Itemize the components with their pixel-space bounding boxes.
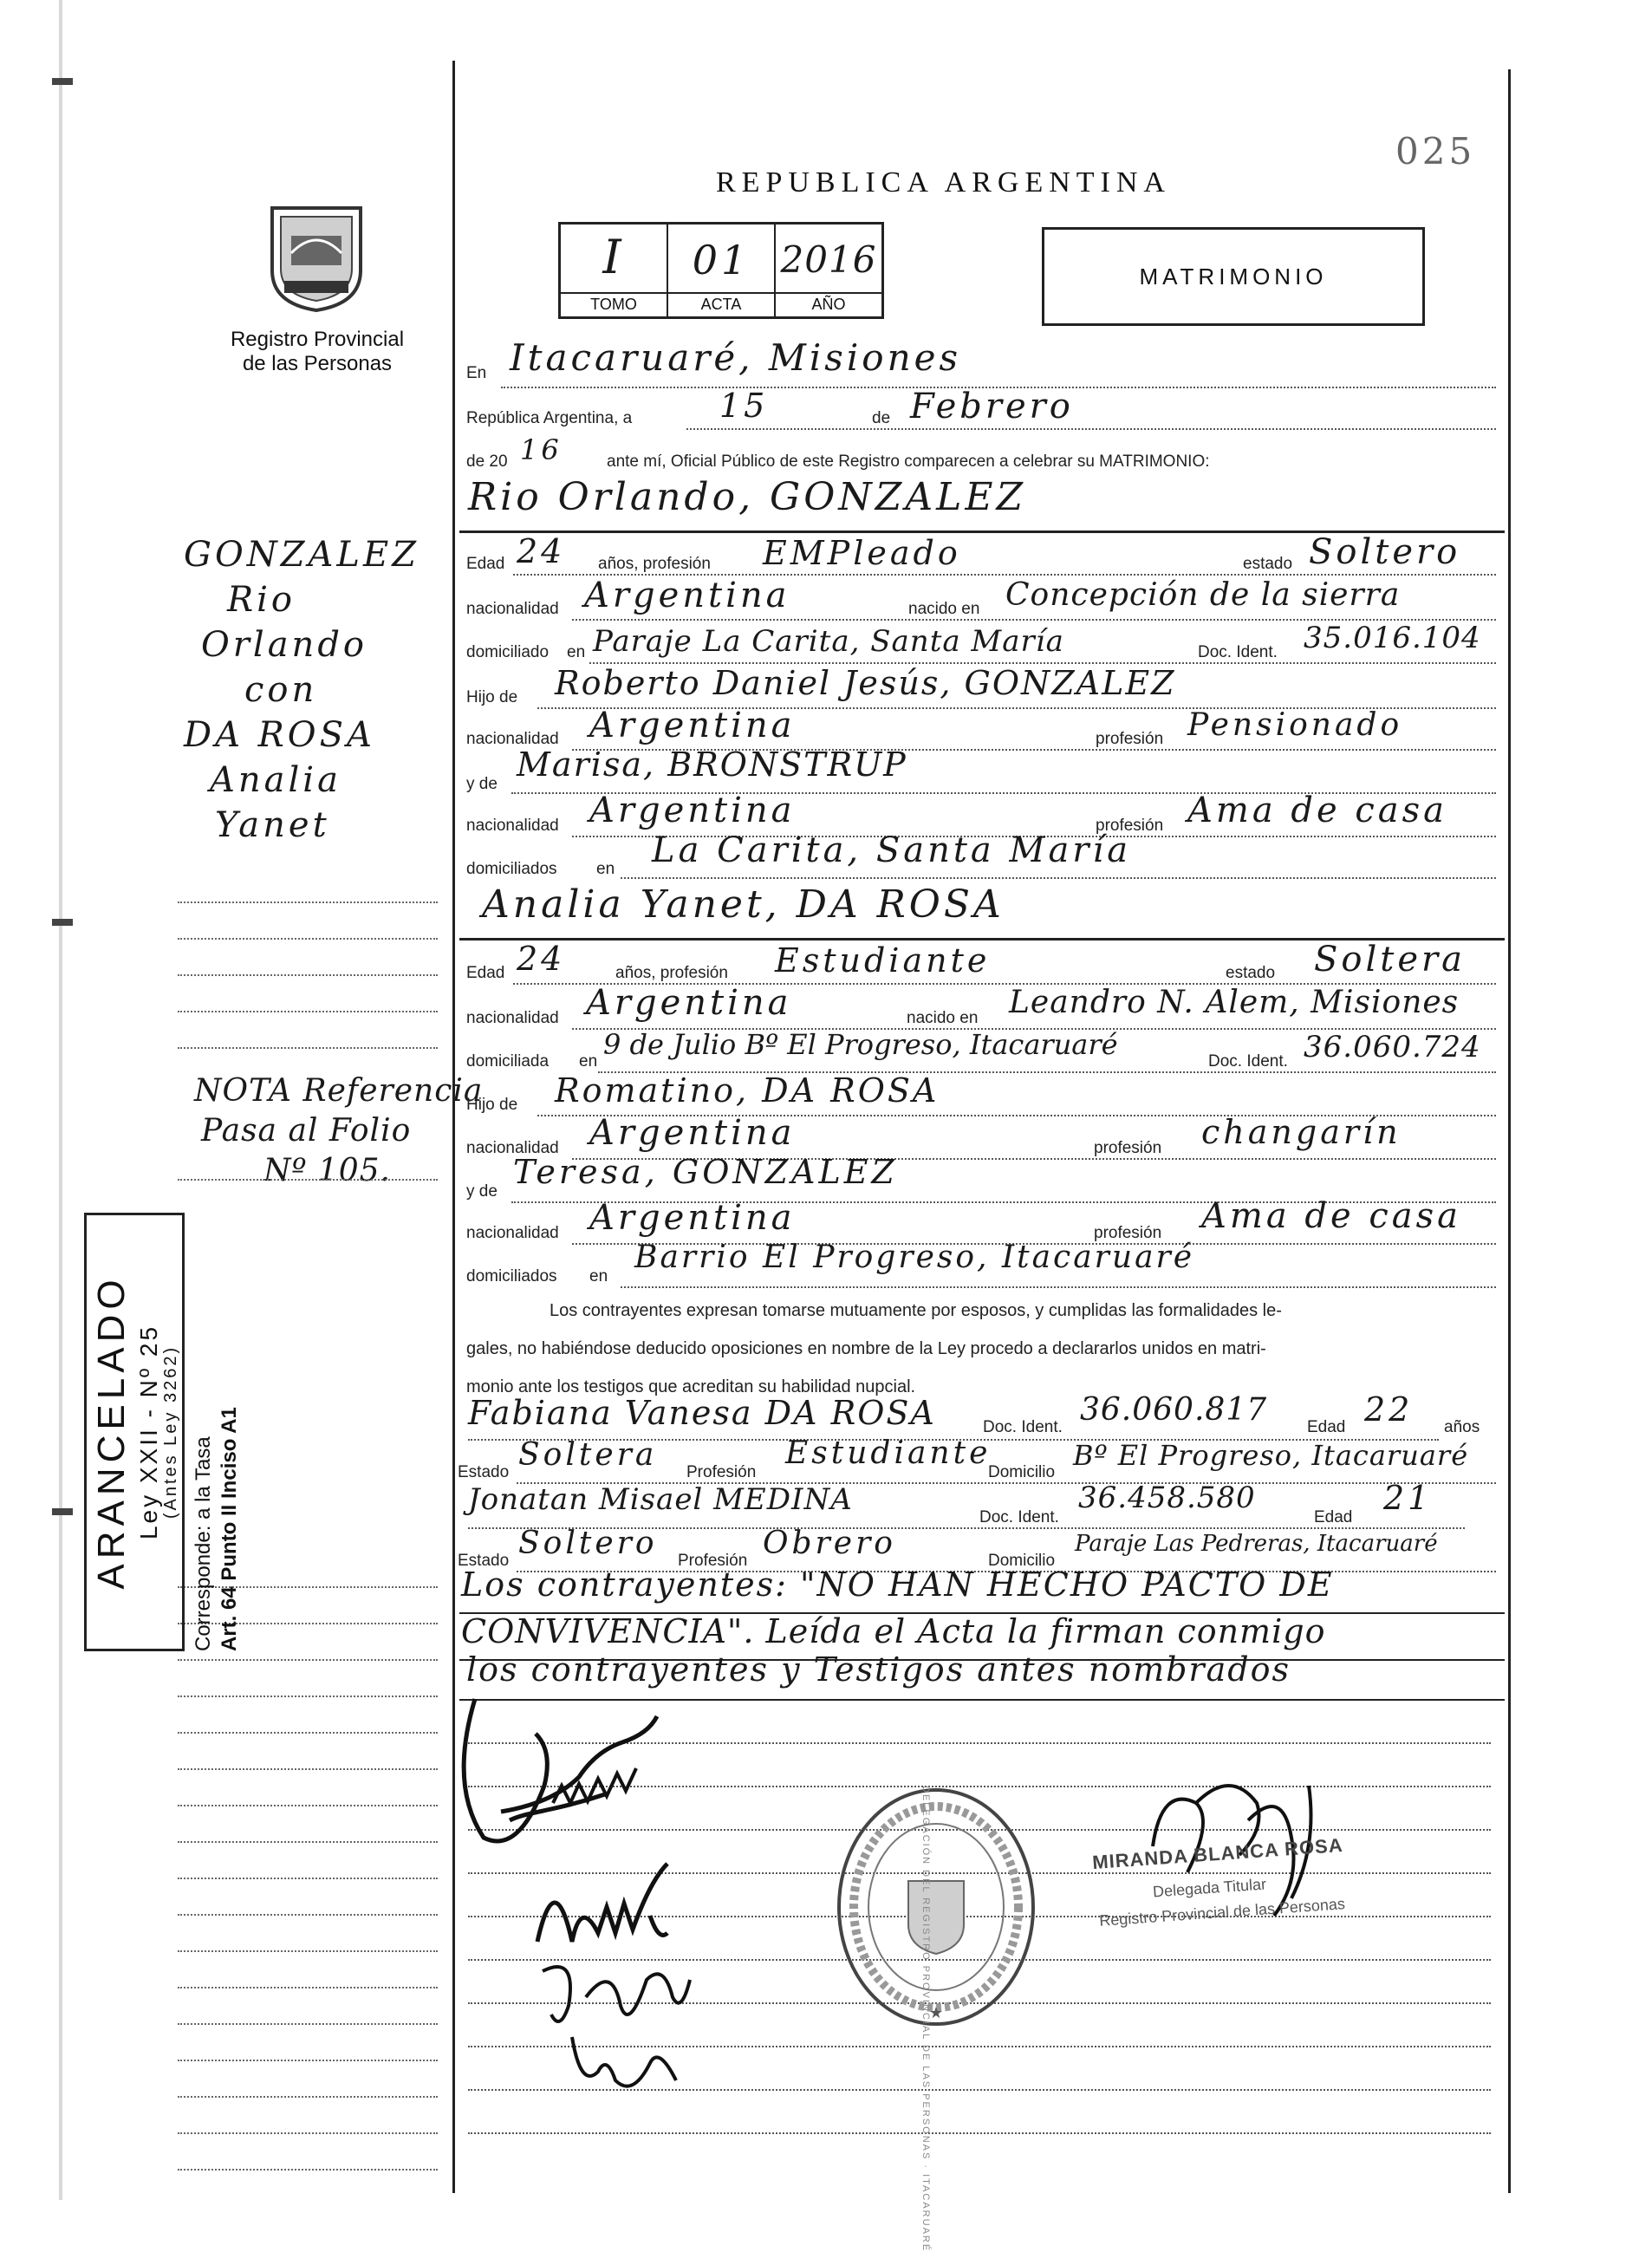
witness-1-name: Fabiana Vanesa DA ROSA bbox=[468, 1394, 936, 1432]
groom-doc: 35.016.104 bbox=[1304, 621, 1481, 655]
margin-reference-note bbox=[194, 1071, 483, 1191]
binding-clip bbox=[52, 919, 73, 926]
bride-age: 24 bbox=[517, 940, 566, 978]
date-dots bbox=[686, 428, 1496, 430]
groom-father-nationality: Argentina bbox=[589, 706, 796, 745]
bride-name: Analia Yanet, DA ROSA bbox=[482, 882, 1005, 927]
signature-rule bbox=[468, 2132, 1491, 2134]
declaration-line-2: gales, no habiéndose deducido oposiciones en nombre de la Ley procedo a declararlos unidos en matri- bbox=[466, 1339, 1266, 1358]
groom-profession: EMPleado bbox=[763, 534, 961, 572]
groom-nationality: Argentina bbox=[584, 576, 790, 615]
witness-2-addr-label: Domicilio bbox=[988, 1552, 1056, 1570]
bride-parents-address: Barrio El Progreso, Itacaruaré bbox=[634, 1240, 1195, 1275]
acta-value: 01 bbox=[692, 237, 751, 283]
margin-rule bbox=[178, 1179, 438, 1181]
groom-father-label: Hijo de bbox=[466, 688, 518, 706]
margin-rule bbox=[178, 2060, 438, 2061]
bride-status: Soltera bbox=[1314, 940, 1466, 980]
groom-parents-addr-label: domiciliados bbox=[466, 860, 557, 878]
bride-parents-addr-en: en bbox=[589, 1267, 608, 1285]
closing-note-1: Los contrayentes: "NO HAN HECHO PACTO DE bbox=[461, 1565, 1334, 1604]
bride-mother-nat-label: nacionalidad bbox=[466, 1224, 559, 1242]
official-registry: Registro Provincial de las Personas bbox=[1098, 1895, 1346, 1930]
groom-addr-label: domiciliado bbox=[466, 643, 550, 661]
witness-2-doc-label: Doc. Ident. bbox=[979, 1508, 1059, 1526]
bride-mother-label: y de bbox=[466, 1182, 498, 1201]
witness-2-address: Paraje Las Pedreras, Itacaruaré bbox=[1075, 1531, 1438, 1557]
bride-addr-en: en bbox=[579, 1052, 598, 1071]
groom-mother-label: y de bbox=[466, 775, 498, 793]
bride-father-profession: changarín bbox=[1201, 1113, 1402, 1151]
margin-name-7: Yanet bbox=[215, 805, 330, 845]
margin-rule bbox=[178, 2096, 438, 2098]
groom-father: Roberto Daniel Jesús, GONZALEZ bbox=[555, 664, 1176, 702]
day-value: 15 bbox=[719, 387, 769, 425]
bride-birthplace: Leandro N. Alem, Misiones bbox=[1009, 985, 1460, 1020]
arancelado-law: Ley XXII - Nº 25 bbox=[135, 1324, 162, 1540]
margin-name-3: Orlando bbox=[201, 625, 368, 665]
groom-address: Paraje La Carita, Santa María bbox=[593, 624, 1064, 659]
arancelado-old-law: (Antes Ley 3262) bbox=[161, 1344, 180, 1520]
bride-doc: 36.060.724 bbox=[1304, 1030, 1481, 1064]
witness-2-doc: 36.458.580 bbox=[1078, 1481, 1256, 1515]
groom-father-nat-label: nacionalidad bbox=[466, 730, 559, 748]
groom-addr-en: en bbox=[567, 643, 586, 661]
bride-mother-nationality: Argentina bbox=[589, 1198, 796, 1238]
margin-rule bbox=[178, 2023, 438, 2025]
registry-line-2: de las Personas bbox=[242, 352, 393, 375]
document-type: MATRIMONIO bbox=[1139, 263, 1328, 290]
margin-name-1: GONZALEZ bbox=[184, 535, 420, 575]
margin-rule bbox=[178, 901, 438, 903]
nota-line-3: Nº 105. bbox=[263, 1153, 392, 1188]
margin-rule bbox=[178, 1732, 438, 1734]
margin-rule bbox=[178, 1878, 438, 1879]
acta-label: ACTA bbox=[668, 292, 774, 314]
intro-text: ante mí, Oficial Público de este Registro comparecen a celebrar su MATRIMONIO: bbox=[607, 452, 1210, 471]
margin-name-2: Rio bbox=[227, 580, 296, 620]
nota-line-1: NOTA Referencia bbox=[194, 1073, 484, 1109]
margin-rule bbox=[178, 2169, 438, 2171]
bride-mother-profession: Ama de casa bbox=[1201, 1196, 1461, 1236]
arancelado-stamp bbox=[84, 1192, 240, 1651]
margin-rule bbox=[178, 1047, 438, 1049]
groom-doc-label: Doc. Ident. bbox=[1198, 643, 1278, 661]
groom-mother: Marisa, BRONSTRUP bbox=[517, 745, 907, 784]
official-role: Delegada Titular bbox=[1152, 1875, 1267, 1901]
groom-prof-label: años, profesión bbox=[598, 555, 711, 573]
bride-parents-addr-label: domiciliados bbox=[466, 1267, 557, 1285]
bride-father-label: Hijo de bbox=[466, 1096, 518, 1114]
groom-born-label: nacido en bbox=[908, 600, 980, 618]
witness-1-doc-label: Doc. Ident. bbox=[983, 1418, 1063, 1436]
svg-text:★: ★ bbox=[928, 2004, 944, 2022]
bride-status-label: estado bbox=[1226, 964, 1276, 982]
margin-names bbox=[184, 532, 420, 848]
margin-rule bbox=[178, 1805, 438, 1806]
margin-rule bbox=[178, 974, 438, 976]
witness-2-age-label: Edad bbox=[1314, 1508, 1353, 1526]
declaration-text bbox=[466, 1292, 1498, 1406]
margin-name-5: DA ROSA bbox=[184, 715, 375, 755]
groom-age: 24 bbox=[517, 532, 566, 570]
bride-addr-label: domiciliada bbox=[466, 1052, 550, 1071]
declaration-line-1: Los contrayentes expresan tomarse mutuamente por esposos, y cumplidas las formalidades le- bbox=[550, 1301, 1282, 1320]
witness-1-addr-label: Domicilio bbox=[988, 1463, 1056, 1481]
witness-1-anios-label: años bbox=[1444, 1418, 1480, 1436]
margin-rule bbox=[178, 1841, 438, 1843]
margin-rule bbox=[178, 2132, 438, 2134]
groom-parents-dots bbox=[621, 877, 1496, 879]
witness-1-age: 22 bbox=[1364, 1390, 1414, 1429]
witness-2-name: Jonatan Misael MEDINA bbox=[468, 1482, 853, 1517]
nota-line-2: Pasa al Folio bbox=[201, 1113, 412, 1149]
closing-note-2: CONVIVENCIA". Leída el Acta la firman conmigo bbox=[461, 1612, 1326, 1650]
bride-father-nat-label: nacionalidad bbox=[466, 1139, 559, 1157]
witness-1-status-label: Estado bbox=[458, 1463, 510, 1481]
signature-groom bbox=[449, 1682, 674, 1864]
declaration-line-3: monio ante los testigos que acreditan su habilidad nupcial. bbox=[466, 1377, 916, 1396]
witness-2-profession: Obrero bbox=[763, 1526, 896, 1561]
margin-rule bbox=[178, 1696, 438, 1697]
groom-father-prof-label: profesión bbox=[1096, 730, 1164, 748]
stamp-articulo: Art. 64 Punto II Inciso A1 bbox=[218, 1407, 241, 1651]
official-seal-ring-text: DELEGACIÓN DEL REGISTRO PROVINCIAL DE LAS PERSONAS · ITACARUARÉ bbox=[920, 1786, 931, 2252]
bride-mother: Teresa, GONZALEZ bbox=[513, 1153, 898, 1191]
margin-name-6: Analia bbox=[210, 760, 341, 800]
year-prefix-label: de 20 bbox=[466, 452, 508, 471]
bride-age-label: Edad bbox=[466, 964, 505, 982]
margin-name-4: con bbox=[244, 670, 318, 710]
rep-label: República Argentina, a bbox=[466, 409, 633, 427]
anio-cell bbox=[776, 225, 881, 316]
witness-2-age: 21 bbox=[1383, 1479, 1433, 1517]
groom-mother-prof-label: profesión bbox=[1096, 817, 1164, 835]
groom-mother-nat-label: nacionalidad bbox=[466, 817, 559, 835]
witness-2-status-label: Estado bbox=[458, 1552, 510, 1570]
en-label: En bbox=[466, 364, 487, 382]
groom-parents-addr-en: en bbox=[596, 860, 615, 878]
bride-nat-label: nacionalidad bbox=[466, 1009, 559, 1027]
groom-father-profession: Pensionado bbox=[1187, 707, 1403, 743]
tomo-label: TOMO bbox=[561, 292, 667, 314]
witness-1-profession: Estudiante bbox=[785, 1435, 992, 1471]
groom-mother-profession: Ama de casa bbox=[1187, 791, 1447, 830]
witness-1-prof-label: Profesión bbox=[686, 1463, 757, 1481]
page-number: 025 bbox=[1395, 130, 1476, 172]
witness-1-age-label: Edad bbox=[1307, 1418, 1346, 1436]
arancelado-box bbox=[84, 1213, 185, 1651]
bride-father-nationality: Argentina bbox=[589, 1113, 796, 1153]
binding-clip bbox=[52, 1508, 73, 1515]
anio-label: AÑO bbox=[776, 292, 881, 314]
groom-age-label: Edad bbox=[466, 555, 505, 573]
witness-1-status: Soltera bbox=[518, 1437, 658, 1473]
margin-rule bbox=[178, 938, 438, 940]
bride-prof-label: años, profesión bbox=[615, 964, 728, 982]
country-title: REPUBLICA ARGENTINA bbox=[716, 166, 1171, 199]
place-value: Itacaruaré, Misiones bbox=[510, 336, 962, 379]
groom-status-label: estado bbox=[1243, 555, 1293, 573]
official-round-seal bbox=[832, 1777, 1040, 2037]
witness-1-address: Bº El Progreso, Itacaruaré bbox=[1073, 1439, 1469, 1472]
month-value: Febrero bbox=[910, 387, 1074, 426]
bride-born-label: nacido en bbox=[907, 1009, 979, 1027]
signature-witness-2 bbox=[555, 2020, 693, 2106]
year-value: 16 bbox=[520, 433, 563, 466]
groom-parents-address: La Carita, Santa María bbox=[652, 830, 1132, 870]
tomo-cell bbox=[561, 225, 668, 316]
bride-profession: Estudiante bbox=[775, 941, 991, 980]
de-label: de bbox=[872, 409, 891, 427]
groom-status: Soltero bbox=[1309, 532, 1461, 572]
margin-rule bbox=[178, 1950, 438, 1952]
margin-rule bbox=[178, 1768, 438, 1770]
margin-rule bbox=[178, 1659, 438, 1661]
official-name: MIRANDA BLANCA ROSA bbox=[1091, 1833, 1344, 1874]
groom-birthplace: Concepción de la sierra bbox=[1005, 577, 1401, 613]
bride-father-prof-label: profesión bbox=[1094, 1139, 1162, 1157]
margin-rule bbox=[178, 1914, 438, 1916]
bride-doc-label: Doc. Ident. bbox=[1208, 1052, 1288, 1071]
witness-2-prof-label: Profesión bbox=[678, 1552, 748, 1570]
misiones-seal bbox=[265, 201, 367, 314]
groom-mother-nationality: Argentina bbox=[589, 791, 796, 830]
anio-value: 2016 bbox=[780, 238, 877, 281]
witness-2-status: Soltero bbox=[518, 1526, 658, 1561]
registry-name bbox=[220, 328, 414, 376]
margin-rule bbox=[178, 1011, 438, 1012]
bride-parents-dots bbox=[621, 1286, 1496, 1288]
record-number-box bbox=[558, 222, 884, 319]
tomo-value: I bbox=[602, 230, 625, 284]
registry-line-1: Registro Provincial bbox=[230, 328, 405, 351]
arancelado-title: ARANCELADO bbox=[90, 1274, 133, 1590]
closing-note-3: los contrayentes y Testigos antes nombrados bbox=[466, 1650, 1291, 1689]
document-type-box bbox=[1042, 227, 1425, 326]
left-page-edge bbox=[59, 0, 62, 2200]
groom-nat-label: nacionalidad bbox=[466, 600, 559, 618]
witness-1-doc: 36.060.817 bbox=[1080, 1392, 1268, 1428]
stamp-corresponde: Corresponde: a la Tasa bbox=[192, 1436, 215, 1651]
bride-mother-prof-label: profesión bbox=[1094, 1224, 1162, 1242]
binding-clip bbox=[52, 78, 73, 85]
margin-rule bbox=[178, 1987, 438, 1988]
bride-address: 9 de Julio Bº El Progreso, Itacaruaré bbox=[603, 1028, 1118, 1061]
groom-name: Rio Orlando, GONZALEZ bbox=[468, 475, 1027, 519]
right-border bbox=[1508, 69, 1511, 2193]
acta-cell bbox=[668, 225, 776, 316]
bride-nationality: Argentina bbox=[586, 983, 792, 1023]
bride-father: Romatino, DA ROSA bbox=[555, 1071, 940, 1110]
